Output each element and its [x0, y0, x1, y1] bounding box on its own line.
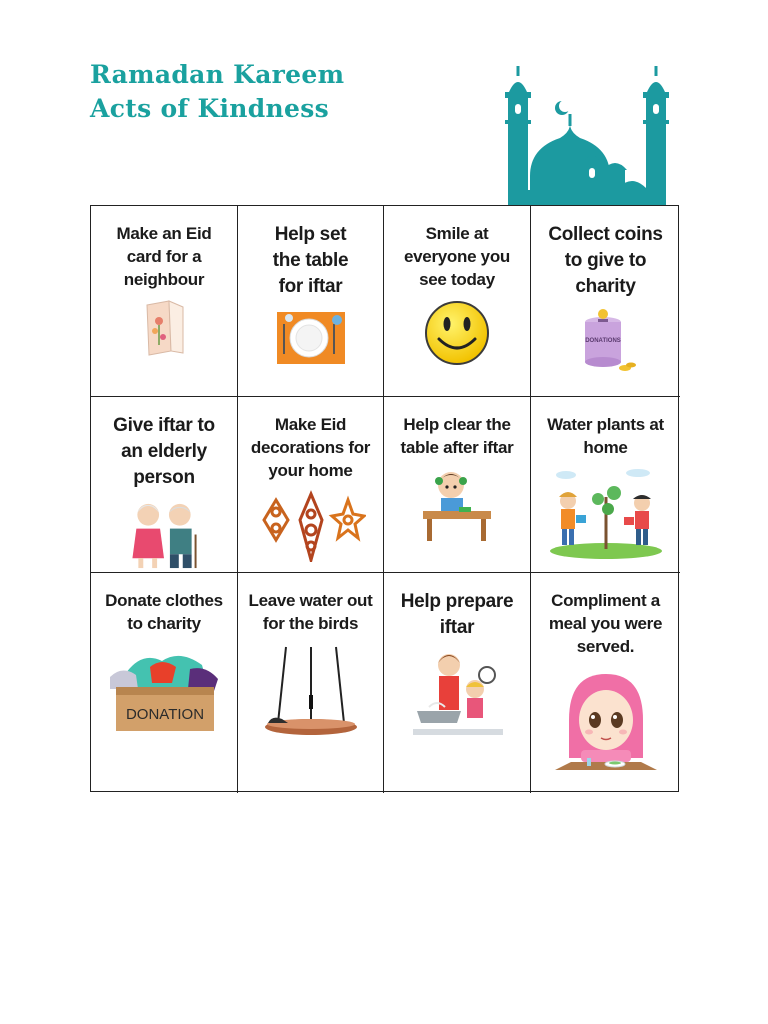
card-compliment-meal	[531, 573, 680, 793]
card-label: Help set the table for iftar	[272, 224, 349, 297]
card-eid-decorations	[238, 397, 384, 573]
place-setting-icon	[275, 308, 347, 366]
card-set-table	[238, 206, 384, 397]
card-collect-coins	[531, 206, 680, 397]
card-prepare-iftar	[384, 573, 531, 793]
card-label: Make an Eid card for a neighbour	[116, 224, 212, 289]
card-clear-table	[384, 397, 531, 573]
children-watering-plant-icon	[546, 467, 666, 561]
title-line-2: Acts of Kindness	[90, 94, 329, 123]
smiley-face-icon	[423, 299, 491, 367]
card-label: Donate clothes to charity	[105, 591, 223, 633]
card-label: Help prepare iftar	[400, 591, 514, 638]
card-donate-clothes	[91, 573, 238, 793]
donation-jar-icon	[573, 308, 639, 374]
card-label: Smile at everyone you see today	[403, 224, 510, 289]
card-water-plants	[531, 397, 680, 573]
family-cooking-icon	[409, 649, 505, 745]
title-line-1: Ramadan Kareem	[90, 60, 345, 89]
box-label: DONATION	[125, 706, 205, 723]
card-elderly-iftar	[91, 397, 238, 573]
card-eid-card	[91, 206, 238, 397]
card-label: Help clear the table after iftar	[400, 415, 514, 457]
card-label: Leave water out for the birds	[248, 591, 373, 633]
girl-hijab-eating-icon	[551, 666, 661, 778]
donation-box-icon	[102, 643, 226, 739]
greeting-card-icon	[139, 299, 189, 357]
card-label: Compliment a meal you were served.	[548, 591, 663, 656]
card-label: Collect coins to give to charity	[548, 224, 663, 297]
elderly-couple-icon	[126, 499, 202, 572]
kindness-grid	[90, 205, 679, 792]
page-title	[90, 58, 344, 126]
card-label: Water plants at home	[547, 415, 664, 457]
bird-bath-icon	[256, 643, 366, 743]
card-label: Make Eid decorations for your home	[250, 415, 371, 480]
card-water-birds	[238, 573, 384, 793]
jar-label: DONATIONS	[584, 338, 621, 344]
card-label: Give iftar to an elderly person	[113, 415, 215, 488]
mosque-silhouette-icon	[500, 58, 675, 206]
child-cleaning-table-icon	[419, 467, 495, 543]
card-smile	[384, 206, 531, 397]
paper-decorations-icon	[256, 490, 366, 562]
